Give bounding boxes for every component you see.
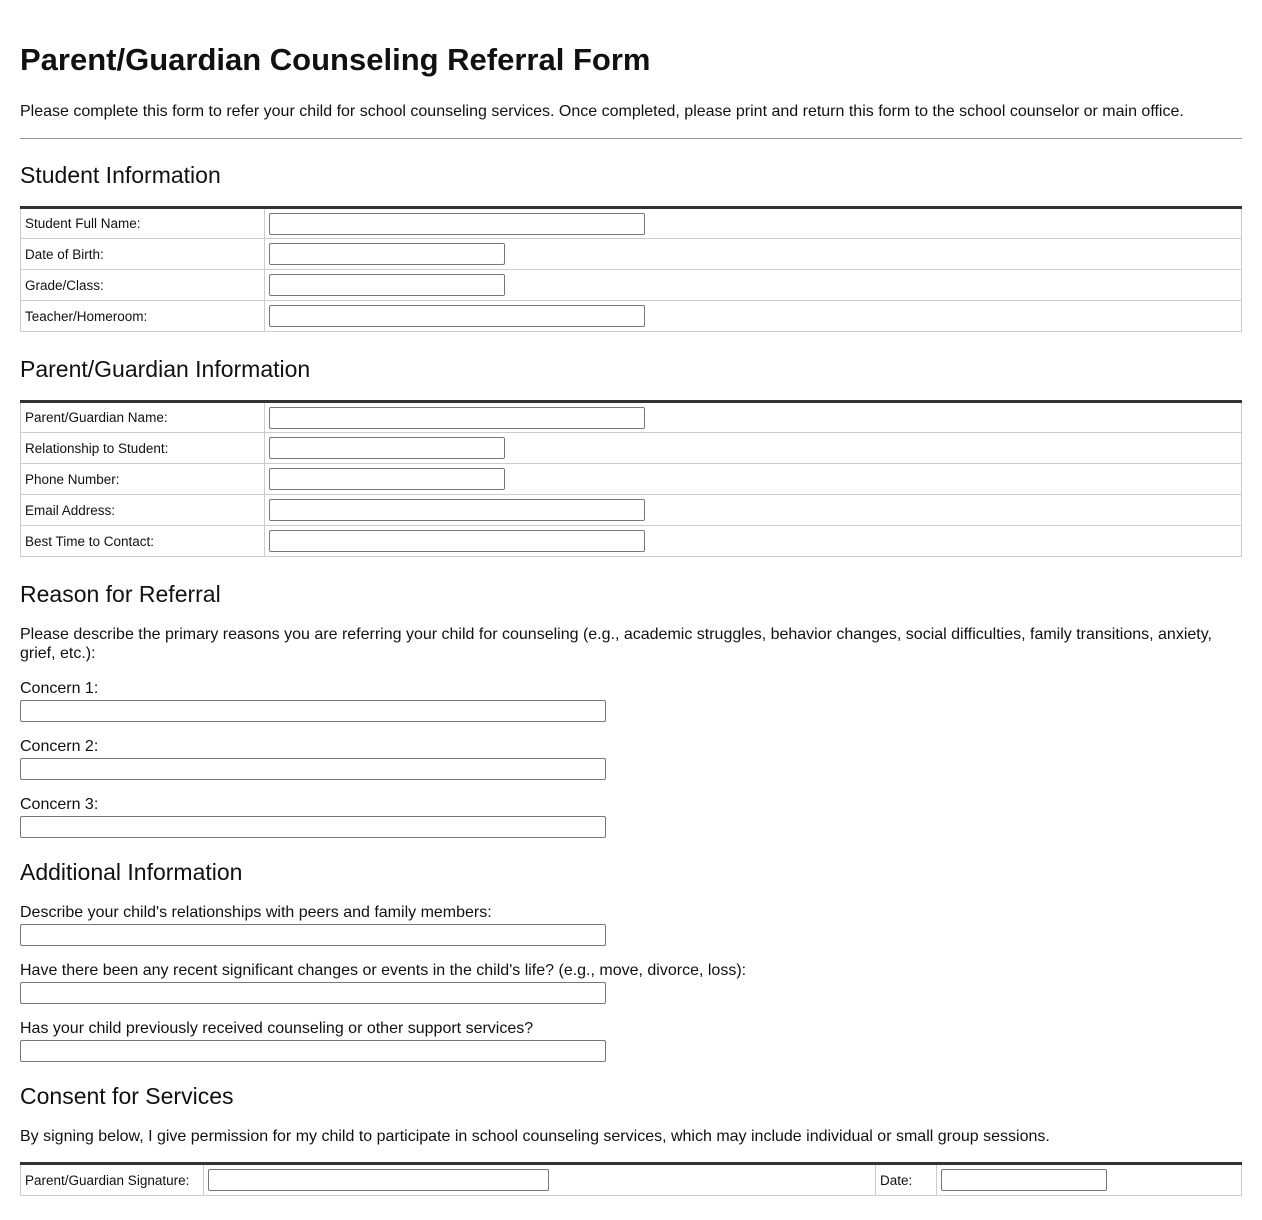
concern-1-label: Concern 1:: [20, 680, 99, 697]
relationships-group: [20, 903, 1242, 946]
concern-1-group: [20, 679, 1242, 722]
table-cell: [265, 270, 1242, 301]
table-row: [21, 301, 1242, 332]
table-row: [21, 495, 1242, 526]
previous-services-label: Has your child previously received counseling or other support services?: [20, 1020, 534, 1037]
table-row: [21, 464, 1242, 495]
email-label: Email Address:: [21, 495, 265, 526]
teacher-field[interactable]: [269, 305, 645, 327]
table-row: [21, 208, 1242, 239]
table-cell: [204, 1164, 876, 1196]
signature-table: [20, 1162, 1242, 1196]
dob-label: Date of Birth:: [21, 239, 265, 270]
table-cell: [265, 239, 1242, 270]
concern-2-label: Concern 2:: [20, 738, 99, 755]
table-cell: [265, 526, 1242, 557]
concern-2-group: [20, 737, 1242, 780]
additional-heading: Additional Information: [20, 859, 243, 885]
concern-3-group: [20, 795, 1242, 838]
date-field[interactable]: [941, 1169, 1107, 1191]
table-cell: [937, 1164, 1242, 1196]
student-info-table: [20, 206, 1242, 332]
concern-1-field[interactable]: [20, 700, 606, 722]
email-field[interactable]: [269, 499, 645, 521]
concern-3-field[interactable]: [20, 816, 606, 838]
guardian-name-field[interactable]: [269, 407, 645, 429]
grade-field[interactable]: [269, 274, 505, 296]
guardian-info-table: [20, 400, 1242, 557]
divider: [20, 138, 1242, 139]
concern-3-label: Concern 3:: [20, 796, 99, 813]
changes-label: Have there been any recent significant changes or events in the child's life? (e.g., move, divorce, loss):: [20, 962, 747, 979]
consent-text: By signing below, I give permission for my child to participate in school counseling services, which may include individual or small group sessions.: [20, 1128, 1050, 1145]
dob-field[interactable]: [269, 243, 505, 265]
table-row: [21, 402, 1242, 433]
table-row: [21, 270, 1242, 301]
referral-heading: Reason for Referral: [20, 581, 221, 607]
intro-text: Please complete this form to refer your child for school counseling services. Once completed, please print and return this form to the school counselor or main office.: [20, 103, 1184, 120]
table-row: [21, 526, 1242, 557]
signature-field[interactable]: [208, 1169, 549, 1191]
table-cell: [265, 208, 1242, 239]
phone-field[interactable]: [269, 468, 505, 490]
table-row: [21, 1164, 1242, 1196]
relationship-label: Relationship to Student:: [21, 433, 265, 464]
table-cell: [265, 301, 1242, 332]
relationships-field[interactable]: [20, 924, 606, 946]
table-row: [21, 239, 1242, 270]
student-info-heading: Student Information: [20, 162, 221, 188]
date-label: Date:: [876, 1164, 937, 1196]
changes-field[interactable]: [20, 982, 606, 1004]
best-time-label: Best Time to Contact:: [21, 526, 265, 557]
guardian-name-label: Parent/Guardian Name:: [21, 402, 265, 433]
referral-description: Please describe the primary reasons you are referring your child for counseling (e.g., academic struggles, behavior changes, social difficulties, family transitions, anxiety, grief, etc.):: [20, 626, 1212, 662]
table-cell: [265, 433, 1242, 464]
student-name-field[interactable]: [269, 213, 645, 235]
table-cell: [265, 495, 1242, 526]
previous-services-field[interactable]: [20, 1040, 606, 1062]
table-cell: [265, 464, 1242, 495]
table-row: [21, 433, 1242, 464]
signature-label: Parent/Guardian Signature:: [21, 1164, 204, 1196]
phone-label: Phone Number:: [21, 464, 265, 495]
changes-group: [20, 961, 1242, 1004]
relationships-label: Describe your child's relationships with peers and family members:: [20, 904, 492, 921]
relationship-field[interactable]: [269, 437, 505, 459]
teacher-label: Teacher/Homeroom:: [21, 301, 265, 332]
consent-heading: Consent for Services: [20, 1083, 234, 1109]
student-name-label: Student Full Name:: [21, 208, 265, 239]
table-cell: [265, 402, 1242, 433]
page-title: Parent/Guardian Counseling Referral Form: [20, 42, 651, 77]
grade-label: Grade/Class:: [21, 270, 265, 301]
guardian-info-heading: Parent/Guardian Information: [20, 356, 311, 382]
best-time-field[interactable]: [269, 530, 645, 552]
previous-services-group: [20, 1019, 1242, 1062]
concern-2-field[interactable]: [20, 758, 606, 780]
